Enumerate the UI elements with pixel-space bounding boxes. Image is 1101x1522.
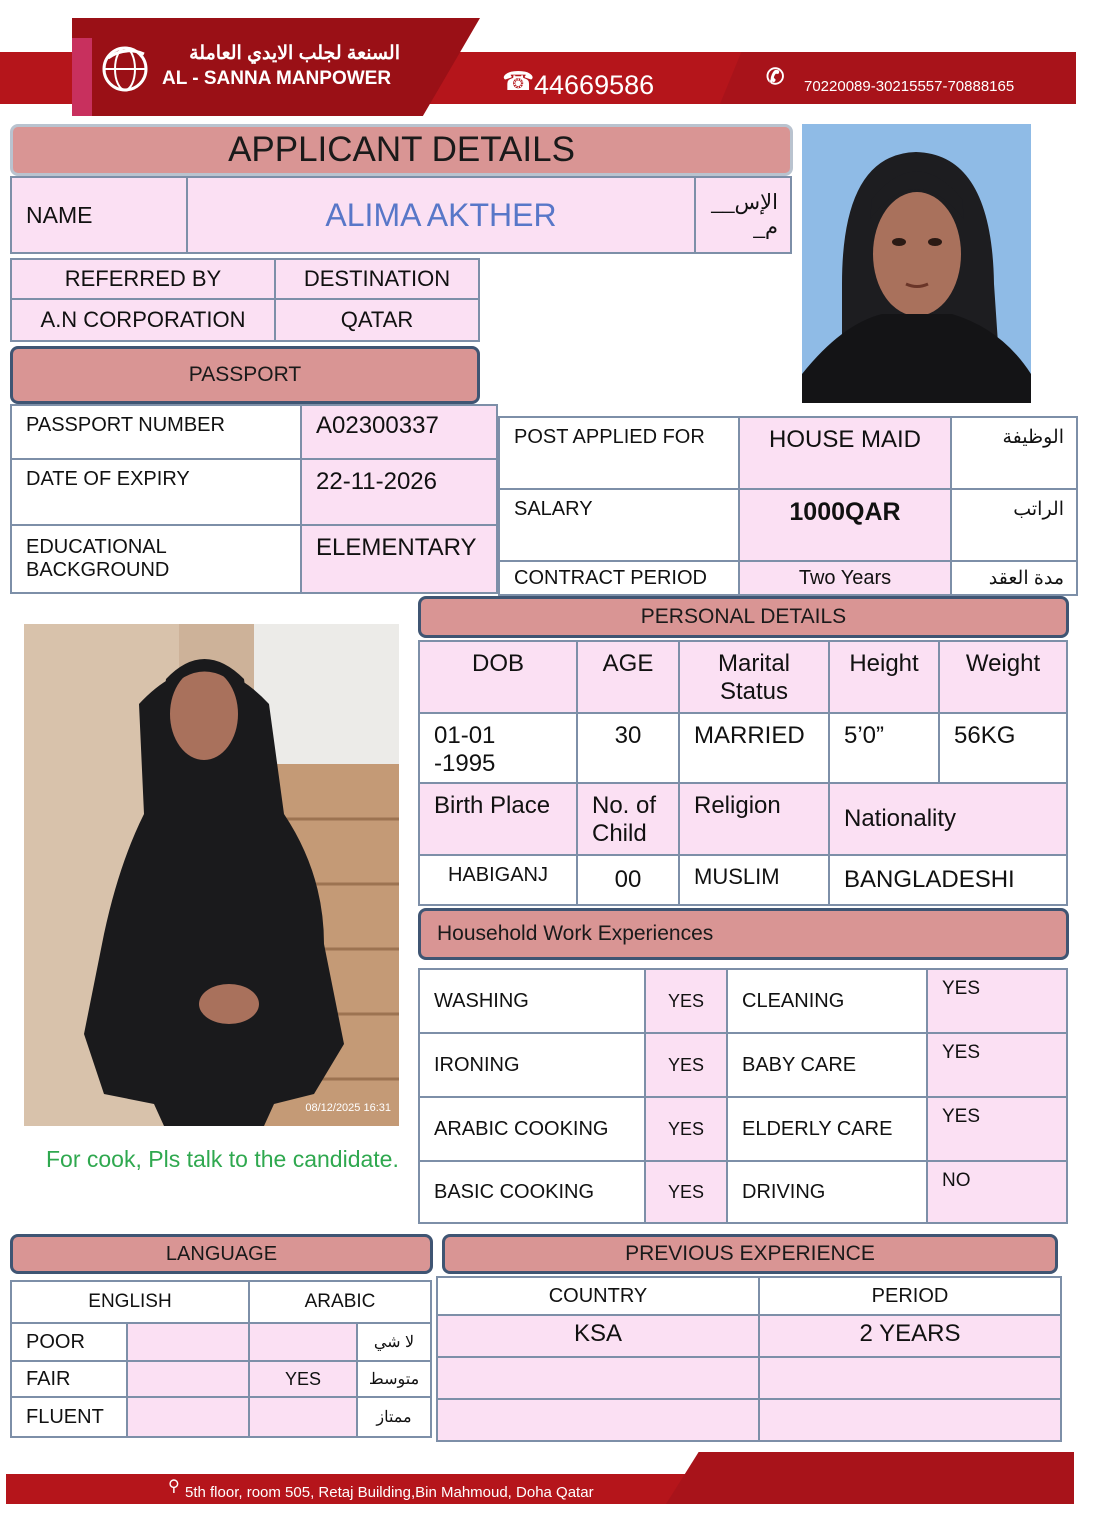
language-arabic-header: ARABIC xyxy=(248,1280,432,1324)
referred-by-value: A.N CORPORATION xyxy=(10,298,276,342)
header-phone: 44669586 xyxy=(534,70,655,100)
passport-number-value: A02300337 xyxy=(300,404,498,460)
household-value: NO xyxy=(926,1160,1068,1224)
household-task: WASHING xyxy=(418,968,646,1034)
company-logo-icon xyxy=(100,44,150,94)
previous-period-value xyxy=(758,1356,1062,1400)
number-of-children-header: No. of Child xyxy=(576,782,680,856)
applicant-portrait-photo xyxy=(802,124,1031,403)
post-applied-value: HOUSE MAID xyxy=(738,416,952,490)
name-label: NAME xyxy=(10,176,188,254)
footer-dark-block xyxy=(666,1452,1074,1504)
footer-address: 5th floor, room 505, Retaj Building,Bin Mahmoud, Doha Qatar xyxy=(185,1484,594,1501)
previous-country-header: COUNTRY xyxy=(436,1276,760,1316)
passport-header: PASSPORT xyxy=(10,346,480,404)
language-header: LANGUAGE xyxy=(10,1234,433,1274)
language-english-value xyxy=(126,1322,250,1362)
birth-place-header: Birth Place xyxy=(418,782,578,856)
company-name-arabic: السنعة لجلب الايدي العاملة xyxy=(189,43,400,64)
cook-note: For cook, Pls talk to the candidate. xyxy=(46,1146,399,1172)
language-level: FAIR xyxy=(10,1360,128,1398)
household-task: ELDERLY CARE xyxy=(726,1096,928,1162)
religion-value: MUSLIM xyxy=(678,854,830,906)
language-english-value xyxy=(126,1360,250,1398)
location-pin-icon: ⚲ xyxy=(168,1478,180,1495)
household-task: BABY CARE xyxy=(726,1032,928,1098)
household-value: YES xyxy=(926,1032,1068,1098)
household-task: CLEANING xyxy=(726,968,928,1034)
language-arabic-value xyxy=(248,1396,358,1438)
previous-country-value: KSA xyxy=(436,1314,760,1358)
religion-header: Religion xyxy=(678,782,830,856)
name-label-arabic-line1: الإس__ xyxy=(711,191,778,214)
post-applied-label: POST APPLIED FOR xyxy=(498,416,740,490)
household-task: IRONING xyxy=(418,1032,646,1098)
contract-period-label: CONTRACT PERIOD xyxy=(498,560,740,596)
contract-period-value: Two Years xyxy=(738,560,952,596)
name-label-arabic-line2: م_ xyxy=(753,216,778,239)
educational-background-value: ELEMENTARY xyxy=(300,524,498,594)
previous-period-value xyxy=(758,1398,1062,1442)
company-name-english: AL - SANNA MANPOWER xyxy=(162,68,392,89)
language-level-arabic: لا شي xyxy=(356,1322,432,1362)
language-level-arabic: ممتاز xyxy=(356,1396,432,1438)
referred-by-label: REFERRED BY xyxy=(10,258,276,300)
educational-background-label: EDUCATIONAL BACKGROUND xyxy=(10,524,302,594)
height-header: Height xyxy=(828,640,940,714)
date-of-expiry-label: DATE OF EXPIRY xyxy=(10,458,302,526)
name-label-arabic xyxy=(694,176,792,254)
salary-label: SALARY xyxy=(498,488,740,562)
header-mobile-numbers: 70220089-30215557-70888165 xyxy=(804,78,1015,95)
telephone-icon: ☎ xyxy=(502,66,535,96)
household-value: YES xyxy=(926,1096,1068,1162)
number-of-children-value: 00 xyxy=(576,854,680,906)
household-value: YES xyxy=(644,1160,728,1224)
language-english-header: ENGLISH xyxy=(10,1280,250,1324)
language-level-arabic: متوسط xyxy=(356,1360,432,1398)
photo-timestamp: 08/12/2025 16:31 xyxy=(305,1102,391,1114)
marital-status-header: Marital Status xyxy=(678,640,830,714)
household-value: YES xyxy=(644,1096,728,1162)
age-header: AGE xyxy=(576,640,680,714)
household-task: BASIC COOKING xyxy=(418,1160,646,1224)
post-applied-label-arabic: الوظيفة xyxy=(950,416,1078,490)
marital-status-value: MARRIED xyxy=(678,712,830,784)
destination-value: QATAR xyxy=(274,298,480,342)
language-arabic-value: YES xyxy=(248,1360,358,1398)
previous-period-value: 2 YEARS xyxy=(758,1314,1062,1358)
destination-label: DESTINATION xyxy=(274,258,480,300)
personal-details-header: PERSONAL DETAILS xyxy=(418,596,1069,638)
previous-experience-header: PREVIOUS EXPERIENCE xyxy=(442,1234,1058,1274)
height-value: 5’0” xyxy=(828,712,940,784)
applicant-name: ALIMA AKTHER xyxy=(186,176,696,254)
contract-period-label-arabic: مدة العقد xyxy=(950,560,1078,596)
previous-country-value xyxy=(436,1398,760,1442)
household-value: YES xyxy=(926,968,1068,1034)
passport-number-label: PASSPORT NUMBER xyxy=(10,404,302,460)
salary-label-arabic: الراتب xyxy=(950,488,1078,562)
birth-place-value: HABIGANJ xyxy=(418,854,578,906)
header-accent-strip xyxy=(72,38,92,116)
household-task: DRIVING xyxy=(726,1160,928,1224)
date-of-expiry-value: 22-11-2026 xyxy=(300,458,498,526)
weight-header: Weight xyxy=(938,640,1068,714)
household-task: ARABIC COOKING xyxy=(418,1096,646,1162)
language-level: POOR xyxy=(10,1322,128,1362)
previous-country-value xyxy=(436,1356,760,1400)
language-english-value xyxy=(126,1396,250,1438)
applicant-full-body-photo xyxy=(24,624,399,1126)
mobile-phone-icon: ✆ xyxy=(766,64,785,89)
applicant-details-header: APPLICANT DETAILS xyxy=(10,124,793,176)
household-value: YES xyxy=(644,1032,728,1098)
salary-value: 1000QAR xyxy=(738,488,952,562)
language-arabic-value xyxy=(248,1322,358,1362)
household-value: YES xyxy=(644,968,728,1034)
nationality-value: BANGLADESHI xyxy=(828,854,1068,906)
household-header: Household Work Experiences xyxy=(418,908,1069,960)
previous-period-header: PERIOD xyxy=(758,1276,1062,1316)
dob-value: 01-01 -1995 xyxy=(418,712,578,784)
nationality-header: Nationality xyxy=(828,782,1068,856)
age-value: 30 xyxy=(576,712,680,784)
weight-value: 56KG xyxy=(938,712,1068,784)
dob-header: DOB xyxy=(418,640,578,714)
language-level: FLUENT xyxy=(10,1396,128,1438)
